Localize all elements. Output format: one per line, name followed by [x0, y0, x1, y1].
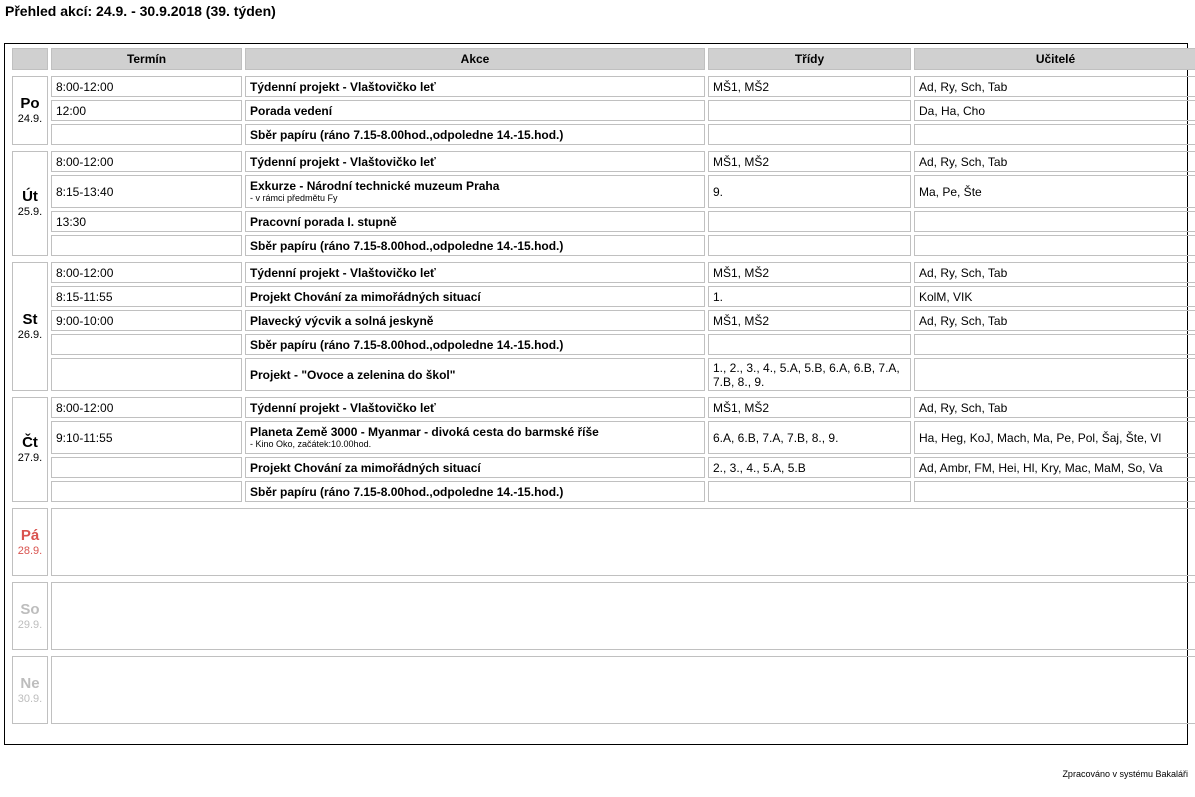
event-teachers — [914, 358, 1195, 391]
day-name: Út — [22, 188, 38, 205]
day-cell — [12, 582, 48, 650]
event-action: Sběr papíru (ráno 7.15-8.00hod.,odpoledne 14.-15.hod.) — [250, 484, 564, 499]
event-time: 8:00-12:00 — [51, 397, 242, 418]
event-time: 8:00-12:00 — [51, 262, 242, 283]
day-date: 29.9. — [17, 618, 43, 631]
event-teachers: Ha, Heg, KoJ, Mach, Ma, Pe, Pol, Šaj, Šte, Vl — [914, 421, 1195, 454]
event-classes — [708, 124, 911, 145]
day-cell — [12, 397, 48, 502]
event-time — [51, 358, 242, 391]
event-row — [12, 334, 1195, 355]
event-row — [12, 211, 1195, 232]
event-action: Porada vedení — [250, 103, 333, 118]
event-action-cell — [245, 124, 705, 145]
event-action-cell — [245, 286, 705, 307]
event-time — [51, 124, 242, 145]
event-action: Sběr papíru (ráno 7.15-8.00hod.,odpoledne 14.-15.hod.) — [250, 127, 564, 142]
day-date: 28.9. — [17, 544, 43, 557]
empty-day-row — [12, 508, 1195, 576]
event-row — [12, 235, 1195, 256]
event-classes: 9. — [708, 175, 911, 208]
event-action-cell — [245, 358, 705, 391]
event-row — [12, 286, 1195, 307]
event-action: Sběr papíru (ráno 7.15-8.00hod.,odpoledne 14.-15.hod.) — [250, 238, 564, 253]
event-time: 9:10-11:55 — [51, 421, 242, 454]
event-row — [12, 124, 1195, 145]
event-note: - v rámci předmětu Fy — [250, 193, 338, 203]
day-cell — [12, 76, 48, 145]
day-date: 26.9. — [17, 329, 43, 341]
header-row — [12, 48, 1195, 70]
event-teachers: Ma, Pe, Šte — [914, 175, 1195, 208]
event-action: Projekt Chování za mimořádných situací — [250, 289, 481, 304]
event-classes: MŠ1, MŠ2 — [708, 76, 911, 97]
event-time — [51, 481, 242, 502]
event-classes: MŠ1, MŠ2 — [708, 151, 911, 172]
event-classes — [708, 334, 911, 355]
event-classes: MŠ1, MŠ2 — [708, 397, 911, 418]
event-action-cell — [245, 151, 705, 172]
event-classes: MŠ1, MŠ2 — [708, 262, 911, 283]
event-action-cell — [245, 397, 705, 418]
event-action: Týdenní projekt - Vlaštovičko leť — [250, 400, 436, 415]
event-time: 8:15-11:55 — [51, 286, 242, 307]
event-row — [12, 481, 1195, 502]
event-action-cell — [245, 457, 705, 478]
event-row — [12, 358, 1195, 391]
event-row — [12, 457, 1195, 478]
page-title: Přehled akcí: 24.9. - 30.9.2018 (39. týden) — [5, 3, 276, 19]
day-name: St — [22, 311, 38, 328]
empty-day-row — [12, 656, 1195, 724]
event-time: 8:00-12:00 — [51, 76, 242, 97]
event-action: Projekt - "Ovoce a zelenina do škol" — [250, 367, 456, 382]
day-cell — [12, 262, 48, 391]
event-teachers — [914, 334, 1195, 355]
day-date: 25.9. — [17, 206, 43, 218]
event-action-cell — [245, 481, 705, 502]
event-classes: 1. — [708, 286, 911, 307]
event-note: - Kino Oko, začátek:10.00hod. — [250, 439, 372, 449]
event-action: Týdenní projekt - Vlaštovičko leť — [250, 265, 436, 280]
empty-day-row — [12, 582, 1195, 650]
header-termin: Termín — [51, 48, 242, 70]
event-row — [12, 151, 1195, 172]
event-time: 8:00-12:00 — [51, 151, 242, 172]
header-tridy: Třídy — [708, 48, 911, 70]
event-classes: 6.A, 6.B, 7.A, 7.B, 8., 9. — [708, 421, 911, 454]
day-cell — [12, 508, 48, 576]
event-row — [12, 100, 1195, 121]
event-time: 12:00 — [51, 100, 242, 121]
empty-day-cell — [51, 656, 1195, 724]
event-teachers: Ad, Ry, Sch, Tab — [914, 262, 1195, 283]
day-name: Pá — [20, 526, 40, 544]
event-classes — [708, 481, 911, 502]
footer-credit: Zpracováno v systému Bakaláři — [1062, 769, 1188, 779]
events-table — [9, 45, 1195, 727]
event-teachers — [914, 211, 1195, 232]
event-teachers: KolM, VIK — [914, 286, 1195, 307]
events-body — [12, 73, 1195, 724]
event-teachers — [914, 124, 1195, 145]
header-ucitele: Učitelé — [914, 48, 1195, 70]
event-row — [12, 310, 1195, 331]
event-row — [12, 262, 1195, 283]
header-akce: Akce — [245, 48, 705, 70]
event-row — [12, 397, 1195, 418]
empty-day-cell — [51, 582, 1195, 650]
event-row — [12, 421, 1195, 454]
day-name: Čt — [22, 434, 38, 451]
event-teachers — [914, 235, 1195, 256]
event-teachers: Ad, Ambr, FM, Hei, Hl, Kry, Mac, MaM, So, Va — [914, 457, 1195, 478]
day-date: 24.9. — [17, 113, 43, 125]
day-date: 30.9. — [17, 692, 43, 705]
day-name: Ne — [20, 674, 40, 692]
event-action: Planeta Země 3000 - Myanmar - divoká cesta do barmské říše — [250, 425, 599, 439]
day-name: Po — [20, 95, 40, 112]
event-teachers: Ad, Ry, Sch, Tab — [914, 310, 1195, 331]
event-action: Týdenní projekt - Vlaštovičko leť — [250, 79, 436, 94]
event-time — [51, 457, 242, 478]
event-action-cell — [245, 76, 705, 97]
event-action: Projekt Chování za mimořádných situací — [250, 460, 481, 475]
event-action-cell — [245, 211, 705, 232]
event-action-cell — [245, 100, 705, 121]
event-action: Exkurze - Národní technické muzeum Praha — [250, 179, 500, 193]
header-day — [12, 48, 48, 70]
event-teachers — [914, 481, 1195, 502]
event-teachers: Da, Ha, Cho — [914, 100, 1195, 121]
event-classes: 1., 2., 3., 4., 5.A, 5.B, 6.A, 6.B, 7.A, 7.B, 8., 9. — [708, 358, 911, 391]
events-frame — [4, 43, 1188, 745]
event-classes — [708, 100, 911, 121]
event-time — [51, 235, 242, 256]
event-action: Sběr papíru (ráno 7.15-8.00hod.,odpoledne 14.-15.hod.) — [250, 337, 564, 352]
event-action: Týdenní projekt - Vlaštovičko leť — [250, 154, 436, 169]
event-action-cell — [245, 310, 705, 331]
event-action-cell — [245, 262, 705, 283]
event-classes — [708, 211, 911, 232]
event-action-cell — [245, 334, 705, 355]
event-teachers: Ad, Ry, Sch, Tab — [914, 151, 1195, 172]
event-time: 13:30 — [51, 211, 242, 232]
event-time: 8:15-13:40 — [51, 175, 242, 208]
event-classes: 2., 3., 4., 5.A, 5.B — [708, 457, 911, 478]
event-action-cell — [245, 235, 705, 256]
event-classes: MŠ1, MŠ2 — [708, 310, 911, 331]
event-action-cell — [245, 421, 705, 454]
empty-day-cell — [51, 508, 1195, 576]
event-teachers: Ad, Ry, Sch, Tab — [914, 76, 1195, 97]
event-action: Plavecký výcvik a solná jeskyně — [250, 313, 434, 328]
event-teachers: Ad, Ry, Sch, Tab — [914, 397, 1195, 418]
event-classes — [708, 235, 911, 256]
event-row — [12, 175, 1195, 208]
day-cell — [12, 656, 48, 724]
event-time: 9:00-10:00 — [51, 310, 242, 331]
event-action: Pracovní porada I. stupně — [250, 214, 397, 229]
event-time — [51, 334, 242, 355]
event-row — [12, 76, 1195, 97]
day-cell — [12, 151, 48, 256]
day-name: So — [20, 600, 40, 618]
day-date: 27.9. — [17, 452, 43, 464]
event-action-cell — [245, 175, 705, 208]
